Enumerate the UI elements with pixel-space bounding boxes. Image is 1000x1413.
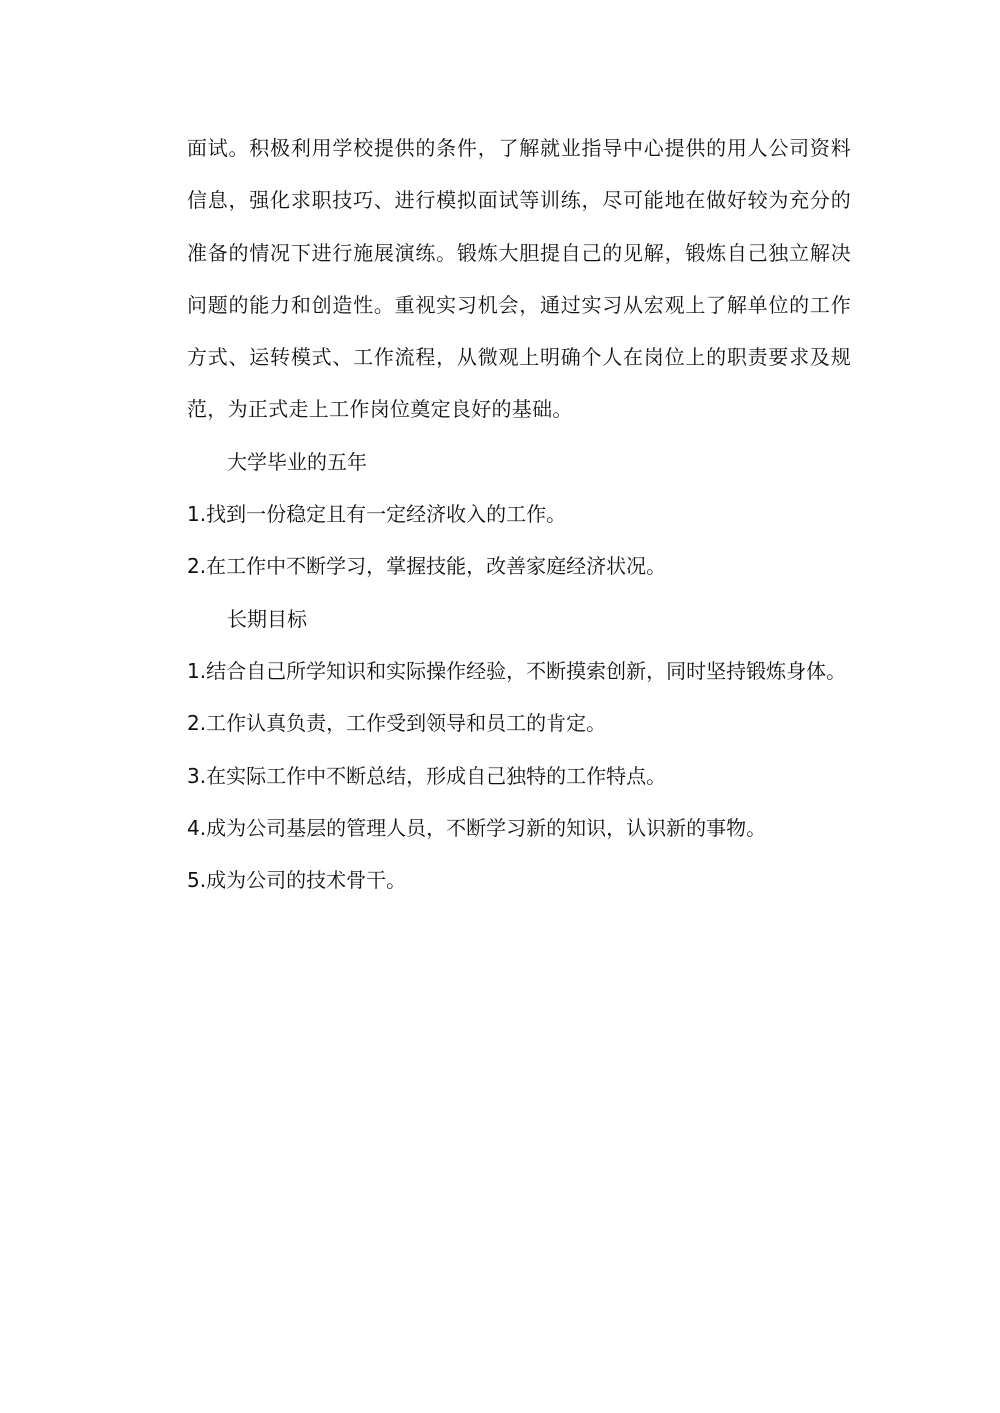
section-heading-long-term: 长期目标 (227, 606, 307, 631)
list-item: 3.在实际工作中不断总结，形成自己独特的工作特点。 (187, 763, 667, 788)
list-item: 5.成为公司的技术骨干。 (187, 868, 407, 893)
list-item: 2.工作认真负责，工作受到领导和员工的肯定。 (187, 711, 607, 736)
list-item: 4.成为公司基层的管理人员，不断学习新的知识，认识新的事物。 (187, 815, 767, 840)
list-item: 2.在工作中不断学习，掌握技能，改善家庭经济状况。 (187, 554, 667, 579)
list-item: 1.结合自己所学知识和实际操作经验，不断摸索创新，同时坚持锻炼身体。 (187, 658, 847, 683)
section-heading-five-years: 大学毕业的五年 (227, 449, 367, 474)
document-body (187, 122, 851, 906)
list-item: 1.找到一份稳定且有一定经济收入的工作。 (187, 502, 567, 527)
intro-paragraph: 面试。积极利用学校提供的条件，了解就业指导中心提供的用人公司资料信息，强化求职技巧、进行模拟面试等训练，尽可能地在做好较为充分的准备的情况下进行施展演练。锻炼大胆提自己的见解，锻炼自己独立解决问题的能力和创造性。重视实习机会，通过实习从宏观上了解单位的工作方式、运转模式、工作流程，从微观上明确个人在岗位上的职责要求及规范，为正式走上工作岗位奠定良好的基础。 (187, 136, 851, 422)
